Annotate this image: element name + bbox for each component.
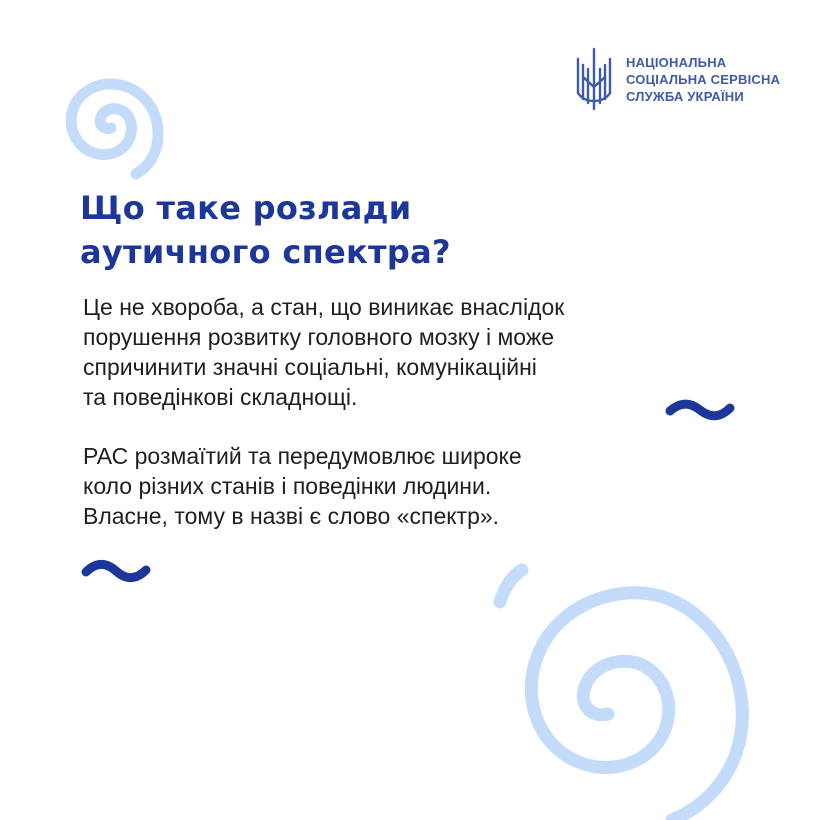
body-paragraph (83, 292, 723, 412)
organization-logo (574, 47, 780, 111)
organization-name (626, 54, 780, 105)
spiral-icon (531, 593, 742, 820)
body-paragraph (83, 441, 723, 531)
spiral-icon (500, 570, 522, 602)
organization-name-line: НАЦІОНАЛЬНА (626, 54, 727, 70)
wave-squiggle-icon (86, 564, 146, 577)
organization-name-line: СОЦІАЛЬНА СЕРВІСНА (626, 71, 781, 87)
paragraph-line: РАС розмаїтий та передумовлює широке (83, 443, 522, 469)
paragraph-line: порушення розвитку головного мозку і може (83, 324, 554, 350)
paragraph-line: Власне, тому в назві є слово «спектр». (83, 503, 500, 529)
spiral-icon (71, 84, 158, 174)
title-line: Що таке розлади (80, 189, 412, 227)
paragraph-line: та поведінкові складнощі. (83, 384, 358, 410)
paragraph-line: спричинити значні соціальні, комунікаційні (83, 354, 537, 380)
page-title (80, 186, 600, 274)
organization-name-line: СЛУЖБА УКРАЇНИ (626, 88, 744, 104)
title-line: аутичного спектра? (80, 233, 451, 271)
nsss-emblem-icon (574, 47, 614, 111)
paragraph-line: Це не хвороба, а стан, що виникає внаслідок (83, 294, 565, 320)
paragraph-line: коло різних станів і поведінки людини. (83, 473, 492, 499)
